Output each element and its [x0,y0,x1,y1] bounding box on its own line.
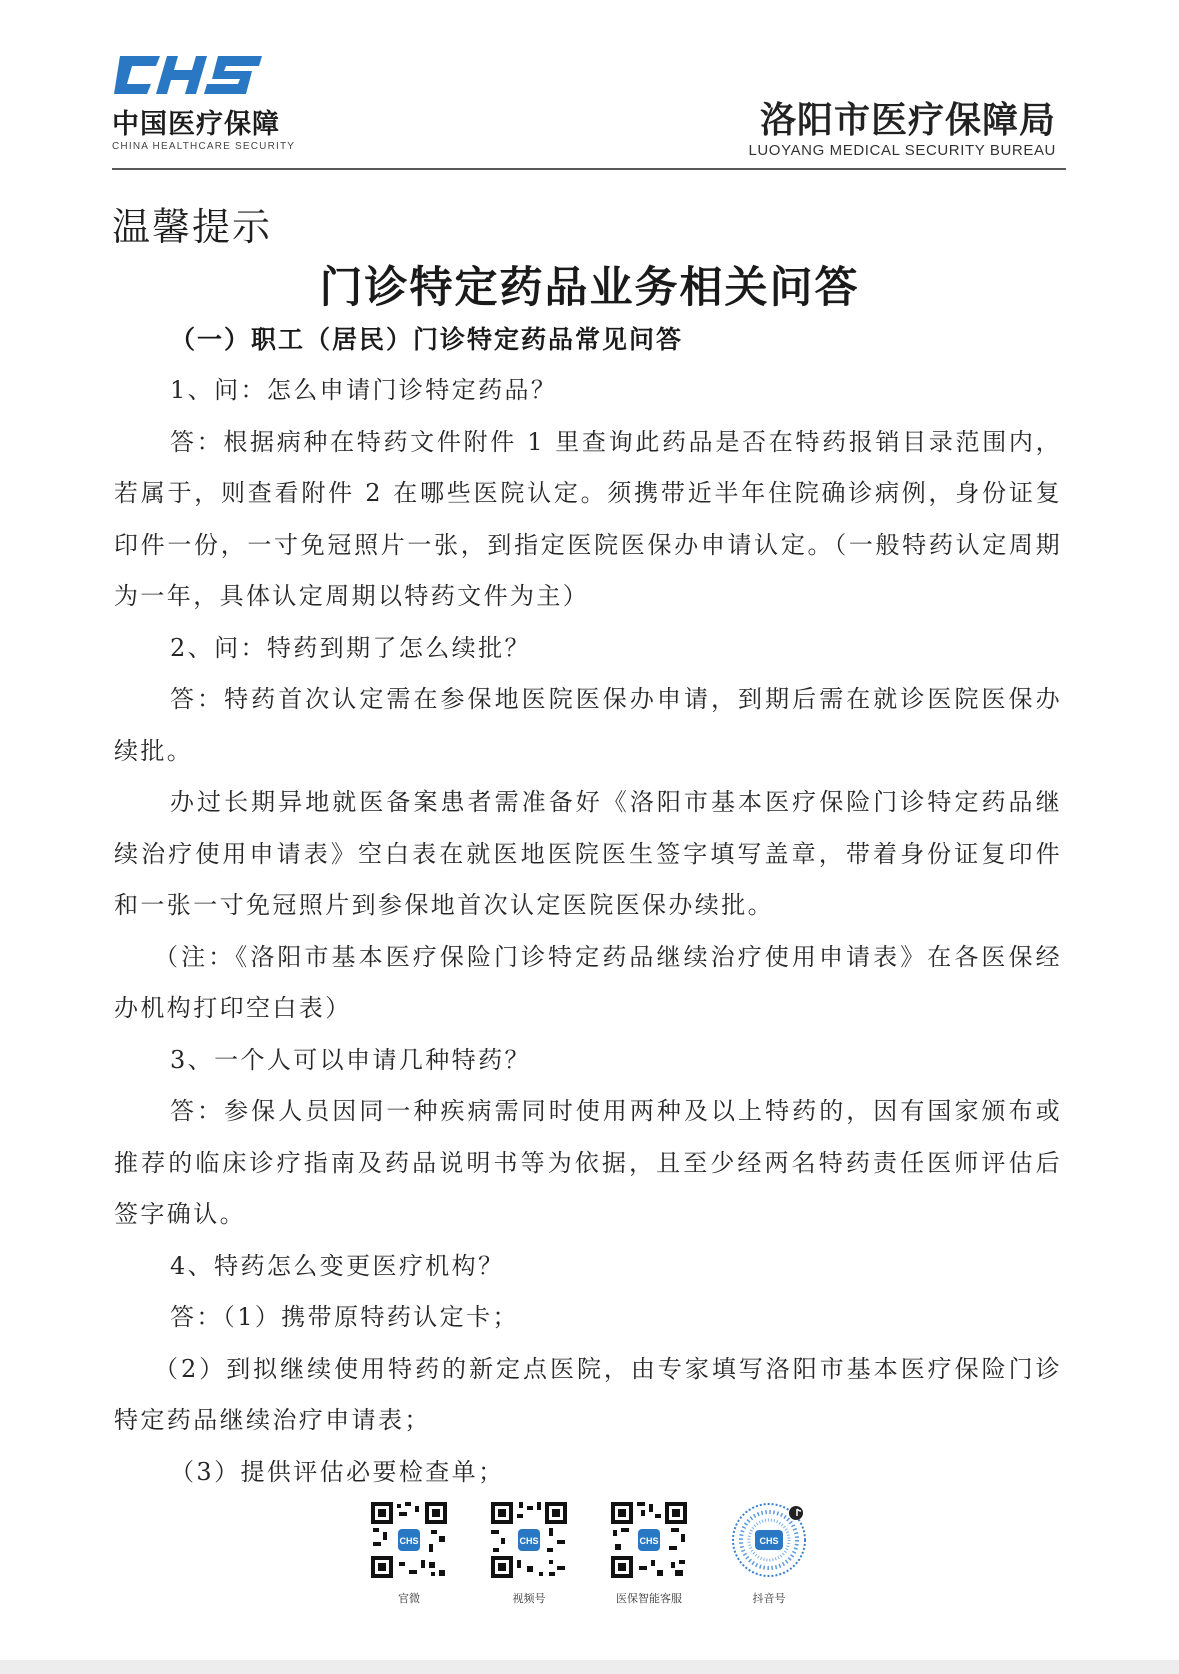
svg-text:CHS: CHS [399,1536,419,1546]
question-4: 4、特药怎么变更医疗机构？ [170,1251,505,1280]
qr-official-wechat[interactable] [367,1500,451,1606]
logo-chinese-name: 中国医疗保障 [112,109,280,140]
logo-english-name: CHINA HEALTHCARE SECURITY [112,141,296,152]
svg-text:CHS: CHS [639,1536,659,1546]
qr-code-icon [609,1500,689,1580]
bureau-english-name: LUOYANG MEDICAL SECURITY BUREAU [748,142,1056,159]
page-title: 门诊特定药品业务相关问答 [319,263,860,313]
header-divider [112,168,1066,170]
answer-2-note: （注：《洛阳市基本医疗保险门诊特定药品继续治疗使用申请表》在各医保经办机构打印空白表） [114,942,1062,1022]
qr-code-icon [369,1500,449,1580]
answer-4-step-3: （3）提供评估必要检查单； [170,1457,505,1486]
answer-2-detail: 办过长期异地就医备案患者需准备好《洛阳市基本医疗保险门诊特定药品继续治疗使用申请表》空白表在就医地医院医生签字填写盖章，带着身份证复印件和一张一寸免冠照片到参保地首次认定医院医保办续批。 [114,788,1062,919]
qr-code-row [0,1500,1179,1630]
qa-body [114,365,1062,1498]
qr-caption: 抖音号 [752,1592,786,1605]
bottom-band [0,1660,1179,1674]
section-subtitle: （一）职工（居民）门诊特定药品常见问答 [170,325,684,354]
qr-douyin[interactable] [727,1500,811,1606]
douyin-code-icon [729,1500,809,1580]
answer-3: 答：参保人员因同一种疾病需同时使用两种及以上特药的，因有国家颁布或推荐的临床诊疗指南及药品说明书等为依据，且至少经两名特药责任医师评估后签字确认。 [114,1097,1062,1228]
question-1: 1、问：怎么申请门诊特定药品？ [170,376,558,404]
qr-code-icon [489,1500,569,1580]
answer-4-step-2: （2）到拟继续使用特药的新定点医院，由专家填写洛阳市基本医疗保险门诊特定药品继续治疗申请表； [114,1354,1062,1434]
qr-video-channel[interactable] [487,1500,571,1606]
question-3: 3、一个人可以申请几种特药？ [170,1045,531,1074]
chs-logo-icon [112,52,272,98]
answer-1: 答：根据病种在特药文件附件 1 里查询此药品是否在特药报销目录范围内，若属于，则查看附件 2 在哪些医院认定。须携带近半年住院确诊病例，身份证复印件一份，一寸免冠照片一张，到指定医院医保办申请认定。（一般特药认定周期为一年，具体认定周期以特药文件为主） [114,427,1062,610]
bureau-chinese-name: 洛阳市医疗保障局 [759,100,1056,141]
svg-text:CHS: CHS [759,1536,779,1546]
notice-heading: 温馨提示 [112,205,273,249]
bureau-name [748,100,1056,159]
svg-text:CHS: CHS [519,1536,539,1546]
chs-logo [112,52,296,152]
answer-2: 答：特药首次认定需在参保地医院医保办申请，到期后需在就诊医院医保办续批。 [114,685,1062,765]
answer-4-step-1: 答：（1）携带原特药认定卡； [170,1303,519,1331]
qr-caption: 官微 [398,1592,420,1605]
qr-caption: 医保智能客服 [616,1592,682,1605]
qr-smart-service[interactable] [607,1500,691,1606]
qr-caption: 视频号 [512,1592,546,1605]
question-2: 2、问：特药到期了怎么续批？ [170,633,531,662]
